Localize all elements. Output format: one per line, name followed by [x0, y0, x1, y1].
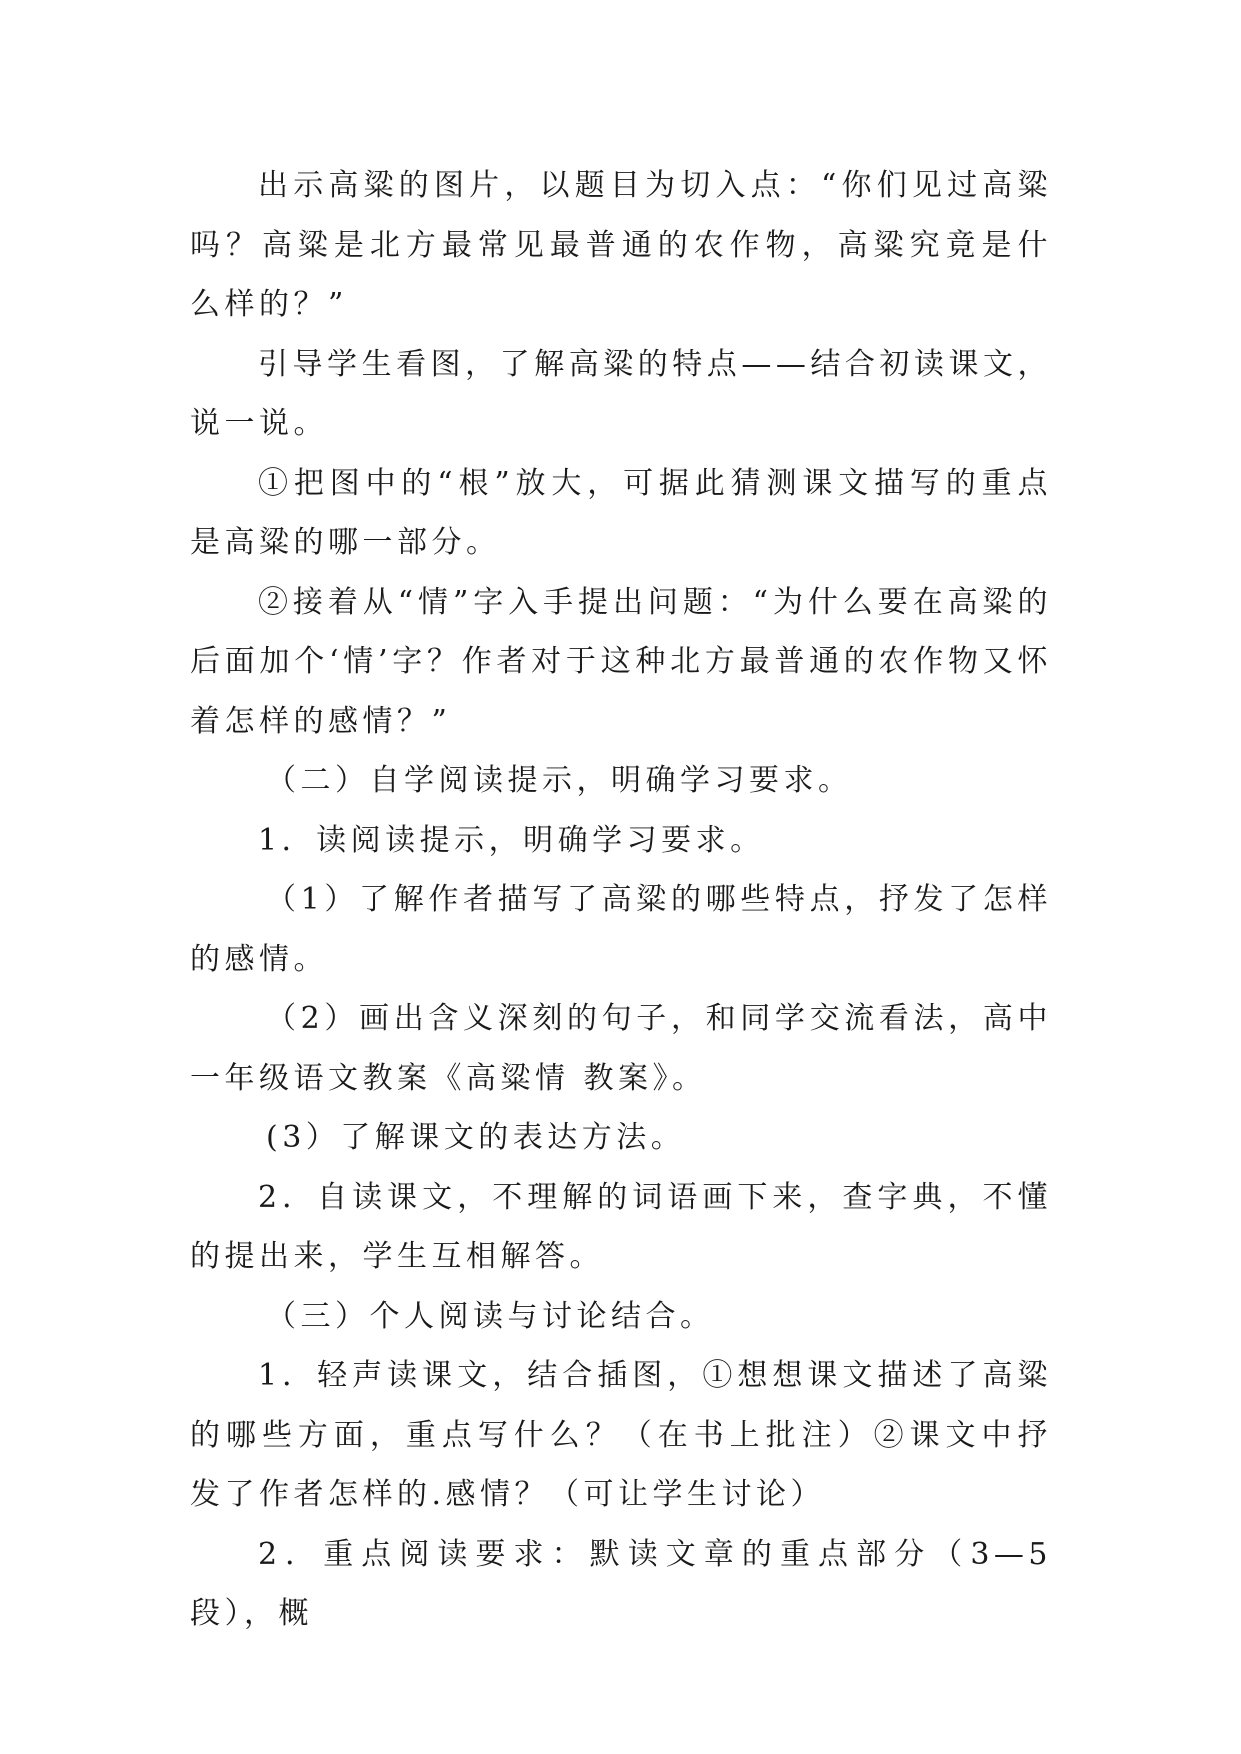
paragraph-subitem-3: (3）了解课文的表达方法。 — [266, 1120, 686, 1155]
paragraph-subitem-1: （1）了解作者描写了高粱的哪些特点，抒发了怎样的感情。 — [190, 882, 1052, 977]
paragraph-guide-look: 引导学生看图，了解高粱的特点——结合初读课文，说一说。 — [190, 346, 1052, 441]
section-heading-discussion: （三）个人阅读与讨论结合。 — [266, 1298, 715, 1334]
paragraph-step-root: ①把图中的“根”放大，可据此猜测课文描写的重点是高粱的哪一部分。 — [190, 465, 1052, 560]
paragraph-step-emotion: ②接着从“情”字入手提出问题：“为什么要在高粱的后面加个‘情’字？作者对于这种北方最普通的农作物又怀着怎样的感情？” — [190, 584, 1052, 739]
paragraph-intro-question: 出示高粱的图片，以题目为切入点：“你们见过高粱吗？高粱是北方最常见最普通的农作物，高粱究竟是什么样的？” — [190, 168, 1052, 322]
paragraph-discussion-item-1: 1．轻声读课文，结合插图，①想想课文描述了高粱的哪些方面，重点写什么？（在书上批注）②课文中抒发了作者怎样的.感情？（可让学生讨论） — [190, 1358, 1052, 1512]
paragraph-subitem-2: （2）画出含义深刻的句子，和同学交流看法，高中一年级语文教案《高粱情 教案》。 — [190, 1001, 1052, 1096]
section-heading-self-study: （二）自学阅读提示，明确学习要求。 — [266, 763, 853, 798]
paragraph-item-1: 1．读阅读提示，明确学习要求。 — [258, 822, 765, 858]
document-body — [190, 156, 1052, 1644]
paragraph-item-2: 2．自读课文，不理解的词语画下来，查字典，不懂的提出来，学生互相解答。 — [190, 1179, 1052, 1274]
paragraph-discussion-item-2: 2．重点阅读要求：默读文章的重点部分（3—5 段），概 — [190, 1536, 1052, 1631]
